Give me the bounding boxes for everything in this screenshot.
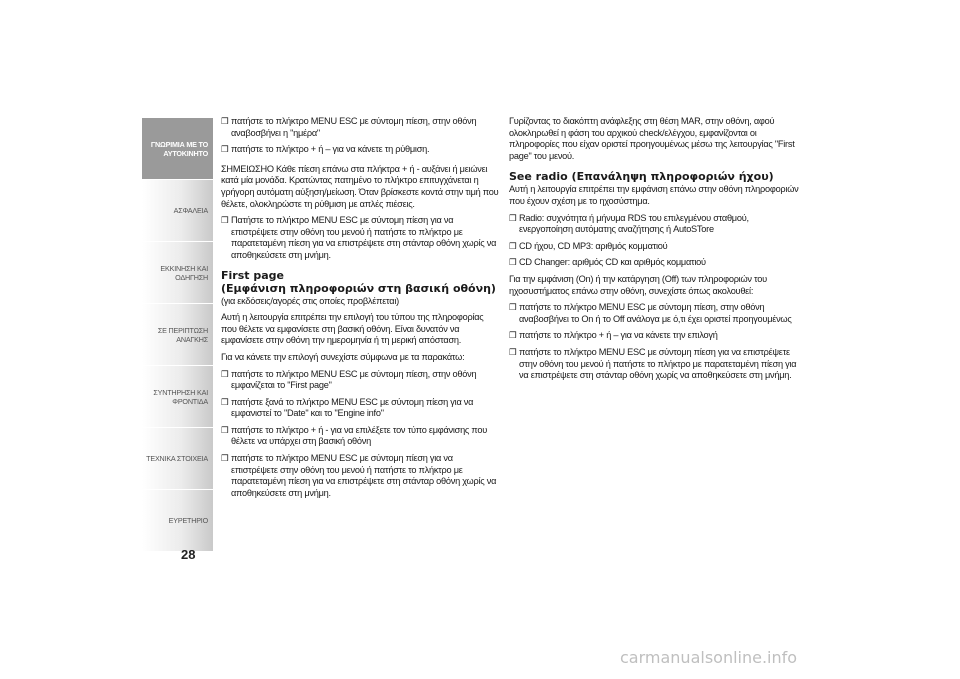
list-item bbox=[509, 213, 799, 236]
text-column-right bbox=[509, 116, 799, 387]
list-item-text: πατήστε το πλήκτρο MENU ESC με σύντομη πίεση, στην οθόνη εμφανίζεται το "First page" bbox=[231, 368, 477, 391]
tab-label: ΓΝΩΡΙΜΙΑ ΜΕ ΤΟ ΑΥΤΟΚΙΝΗΤΟ bbox=[150, 139, 208, 158]
checkbox-bullet-icon: ❒ bbox=[221, 116, 229, 126]
list-item-text: πατήστε το πλήκτρο + ή – για να κάνετε την επιλογή bbox=[519, 330, 718, 341]
tab-index[interactable] bbox=[142, 490, 213, 551]
checkbox-bullet-icon: ❒ bbox=[221, 424, 229, 435]
section-heading-subtitle: (Εμφάνιση πληροφοριών στη βασική οθόνη) bbox=[221, 281, 496, 295]
paragraph: Αυτή η λειτουργία επιτρέπει την επιλογή του τύπου της πληροφορίας που θέλετε να εμφανίσετε στη βασική οθόνη. Είναι δυνατόν να εμφανίσετε στην οθόνη την ημερομηνία ή τη μερική απόσταση. bbox=[221, 312, 484, 346]
tab-maintenance[interactable] bbox=[142, 366, 213, 427]
tab-safety[interactable] bbox=[142, 180, 213, 241]
tab-emergency[interactable] bbox=[142, 304, 213, 365]
checkbox-bullet-icon: ❒ bbox=[221, 215, 229, 226]
section-tabs bbox=[142, 118, 213, 552]
watermark: carmanualsonline.info bbox=[620, 648, 798, 667]
checkbox-bullet-icon: ❒ bbox=[509, 240, 517, 251]
checkbox-bullet-icon: ❒ bbox=[509, 330, 517, 341]
tab-starting-driving[interactable] bbox=[142, 242, 213, 303]
list-item-text: πατήστε το πλήκτρο MENU ESC με σύντομη πίεση για να επιστρέψετε στην οθόνη του μενού ή πατήστε το πλήκτρο με παρατεταμένη πίεση για να επιστρέψετε στη στάνταρ οθόνη χωρίς να αποθηκεύσετε στη μνήμη. bbox=[519, 346, 797, 381]
list-item bbox=[221, 453, 499, 499]
text-column-left bbox=[221, 116, 499, 504]
list-item bbox=[221, 144, 499, 156]
note-paragraph: ΣΗΜΕΙΩΣΗΟ Κάθε πίεση επάνω στα πλήκτρα + ή - αυξάνει ή μειώνει κατά μία μονάδα. Κρατώντας πατημένο το πλήκτρο επιτυγχάνεται η γρήγορη αυτόματη αύξηση/μείωση. Όταν βρίσκεστε κοντά στην τιμή που θέλετε, ολοκληρώστε τη ρύθμιση με απλές πιέσεις. bbox=[221, 163, 499, 209]
section-heading-see-radio: See radio (Επανάληψη πληροφοριών ήχου) bbox=[509, 170, 774, 184]
tab-label: ΣΕ ΠΕΡΙΠΤΩΣΗ ΑΝΑΓΚΗΣ bbox=[157, 325, 208, 344]
list-item bbox=[221, 215, 499, 261]
paragraph: Αυτή η λειτουργία επιτρέπει την εμφάνιση επάνω στην οθόνη πληροφοριών που έχουν σχέση με το ηχοσύστημα. bbox=[509, 184, 799, 206]
list-item-text: πατήστε το πλήκτρο + ή - για να επιλέξετε τον τύπο εμφάνισης που θέλετε να υπάρχει στη βασική οθόνη bbox=[231, 424, 487, 447]
list-item bbox=[221, 369, 499, 392]
checkbox-bullet-icon: ❒ bbox=[221, 144, 229, 155]
checkbox-bullet-icon: ❒ bbox=[509, 346, 517, 357]
tab-getting-to-know[interactable] bbox=[142, 118, 213, 179]
tab-label: ΤΕΧΝΙΚΑ ΣΤΟΙΧΕΙΑ bbox=[146, 454, 208, 463]
list-item bbox=[509, 347, 799, 382]
list-item bbox=[509, 330, 799, 342]
list-item bbox=[221, 116, 499, 139]
list-item bbox=[221, 397, 499, 420]
page-number: 28 bbox=[181, 547, 196, 562]
list-item-text: Radio: συχνότητα ή μήνυμα RDS του επιλεγμένου σταθμού, ενεργοποίηση αυτόματης αναζήτησης ή AutoSTore bbox=[519, 212, 749, 235]
list-item bbox=[509, 302, 799, 325]
checkbox-bullet-icon: ❒ bbox=[221, 453, 229, 464]
paragraph: Γυρίζοντας το διακόπτη ανάφλεξης στη θέση MAR, στην οθόνη, αφού ολοκληρωθεί η φάση του αρχικού check/ελέγχου, εμφανίζονται οι πληροφορίες που είχαν οριστεί προηγουμένως μέσω της λειτουργίας "First page" του μενού. bbox=[509, 116, 795, 161]
tab-technical-data[interactable] bbox=[142, 428, 213, 489]
list-item bbox=[509, 257, 799, 269]
checkbox-bullet-icon: ❒ bbox=[509, 302, 517, 313]
checkbox-bullet-icon: ❒ bbox=[509, 212, 517, 223]
list-item-text: πατήστε το πλήκτρο + ή – για να κάνετε τη ρύθμιση. bbox=[231, 144, 430, 155]
checkbox-bullet-icon: ❒ bbox=[509, 257, 517, 268]
section-note: (για εκδόσεις/αγορές στις οποίες προβλέπεται) bbox=[221, 295, 399, 306]
list-item-text: πατήστε το πλήκτρο MENU ESC με σύντομη πίεση, στην οθόνη αναβοσβήνει το On ή το Off ανάλογα με ό,τι έχει οριστεί προηγουμένως bbox=[519, 302, 792, 324]
list-item-text: πατήστε ξανά το πλήκτρο MENU ESC με σύντομη πίεση για να εμφανιστεί το "Date" και το "Engine info" bbox=[231, 396, 474, 419]
list-item-text: πατήστε το πλήκτρο MENU ESC με σύντομη πίεση για να επιστρέψετε στην οθόνη του μενού ή πατήστε το πλήκτρο με παρατεταμένη πίεση για να επιστρέψετε στη στάνταρ οθόνη χωρίς να αποθηκεύσετε στη μνήμη. bbox=[231, 453, 497, 498]
list-item bbox=[221, 425, 499, 448]
checkbox-bullet-icon: ❒ bbox=[221, 368, 229, 379]
list-item-text: πατήστε το πλήκτρο MENU ESC με σύντομη πίεση, στην οθόνη αναβοσβήνει η "ημέρα" bbox=[231, 116, 477, 138]
paragraph: Για την εμφάνιση (On) ή την κατάργηση (Off) των πληροφοριών του ηχοσυστήματος επάνω στην οθόνη, συνεχίστε όπως ακολουθεί: bbox=[509, 273, 767, 296]
paragraph: Για να κάνετε την επιλογή συνεχίστε σύμφωνα με τα παρακάτω: bbox=[221, 351, 465, 362]
tab-label: ΕΚΚΙΝΗΣΗ ΚΑΙ ΟΔΗΓΗΣΗ bbox=[160, 263, 208, 282]
tab-label: ΣΥΝΤΗΡΗΣΗ ΚΑΙ ΦΡΟΝΤΙΔΑ bbox=[153, 387, 208, 406]
list-item-text: Πατήστε το πλήκτρο MENU ESC με σύντομη πίεση για να επιστρέψετε στην οθόνη του μενού ή πατήστε το πλήκτρο με παρατεταμένη πίεση για να επιστρέψετε στη στάνταρ οθόνη χωρίς να αποθηκεύσετε στη μνήμη. bbox=[231, 215, 497, 260]
tab-label: ΕΥΡΕΤΗΡΙΟ bbox=[168, 516, 208, 525]
list-item bbox=[509, 241, 799, 253]
list-item-text: CD Changer: αριθμός CD και αριθμός κομματιού bbox=[519, 257, 706, 268]
section-heading-first-page: First page bbox=[221, 268, 284, 282]
checkbox-bullet-icon: ❒ bbox=[221, 396, 229, 407]
tab-label: ΑΣΦΑΛΕΙΑ bbox=[173, 206, 208, 215]
list-item-text: CD ήχου, CD MP3: αριθμός κομματιού bbox=[519, 240, 668, 251]
